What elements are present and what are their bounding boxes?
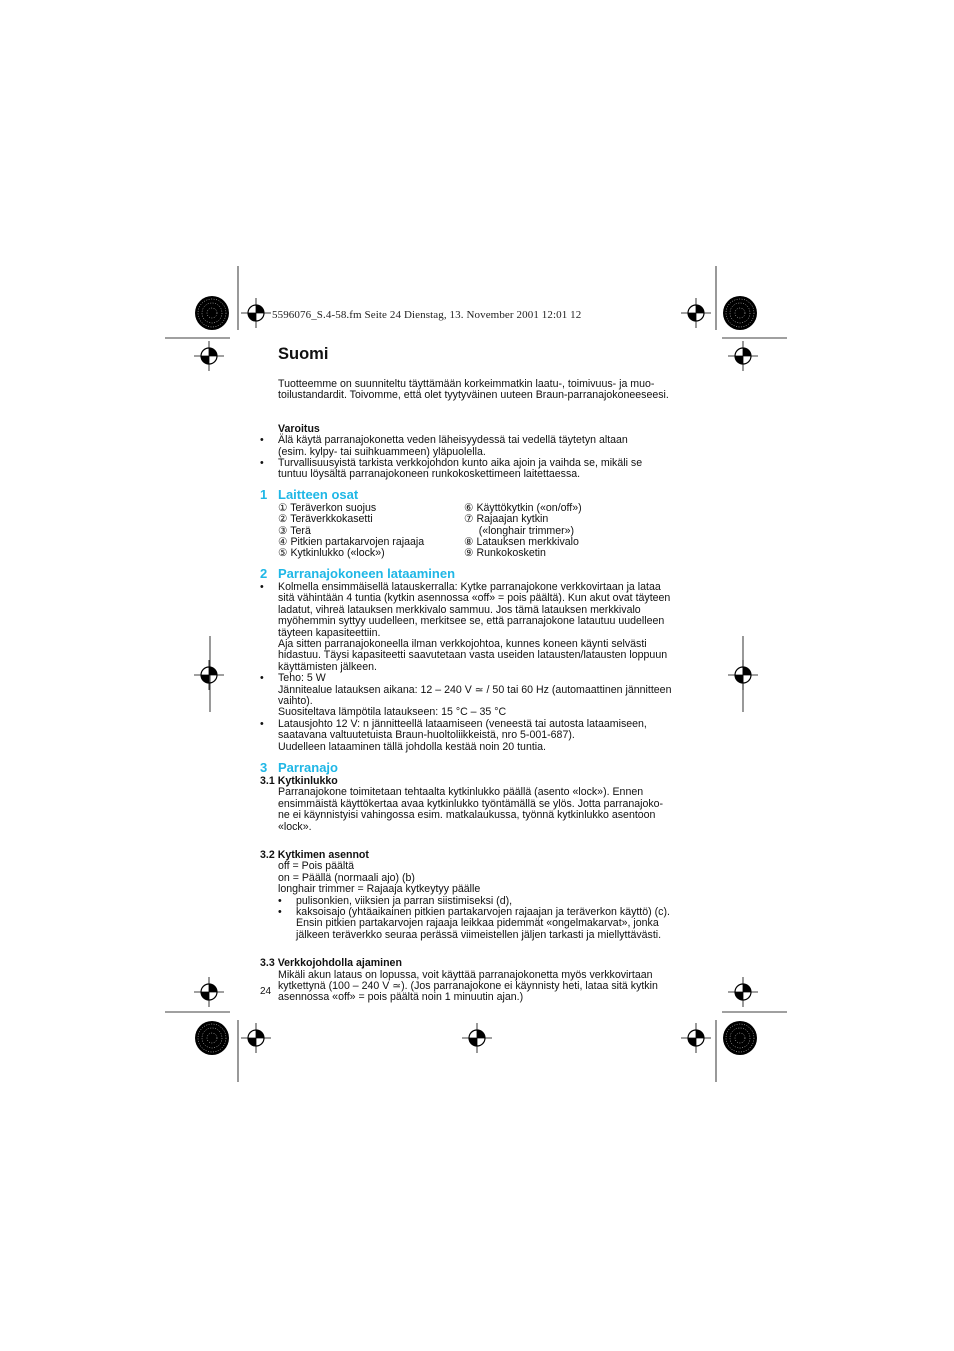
page-content bbox=[260, 344, 700, 1004]
charging-bullet: • Kolmella ensimmäisellä latauskerralla: Kytke parranajokone verkkovirtaan ja lataa sitä vähintään 4 tuntia (kytkin asennossa «off» = pois päältä). Kun akut ovat täyteen ladatut, vihreä latauksen merkkivalo sammuu. Jos tämä latauksen merkkivalo myöhemmin syttyy uudelleen, merkitsee se, että parranajokone latautuu uudelleen täyteen kapasiteettiin. Aja sitten parranajokoneella ilman verkkojohtoa, kunnes koneen käynti selvästi hidastuu. Täysi kapasiteetti saavutetaan vasta useiden latausten/latausten loppuun käyttämisten jälkeen. bbox=[260, 580, 671, 673]
subsection-text-3-2: off = Pois päältä on = Päällä (normaali ajo) (b) longhair trimmer = Rajaaja kytkeytyy päälle bbox=[278, 860, 481, 896]
warning-bullet: • Älä käytä parranajokonetta veden läheisyydessä tai vedellä täytetyn altaan (esim. kylpy- tai suihkuammeen) yläpuolella. bbox=[260, 434, 628, 458]
subsection-text-3-1: Parranajokone toimitetaan tehtaalta kytkinlukko päällä (asento «lock»). Ennen ensimmäistä käyttökertaa avaa kytkinlukko työntämällä se ylös. Jotta parranajoko- ne ei käynnistyisi vahingossa esim. matkalaukussa, työnnä kytkinlukko asentoon «lock». bbox=[278, 786, 664, 833]
charging-bullet: • Teho: 5 W Jännitealue latauksen aikana: 12 – 240 V ≃ / 50 tai 60 Hz (automaattinen jännitteen vaihto). Suositeltava lämpötila lataukseen: 15 °C – 35 °C bbox=[260, 672, 672, 719]
subsection-text-3-3: Mikäli akun lataus on lopussa, voit käyttää parranajokonetta myös verkkovirtaan kytkettynä (100 – 240 V ≃). (Jos parranajokone ei käynnisty heti, lataa sitä kytkin asennossa «off» = pois päältä noin 1 minuutin ajan.) bbox=[278, 968, 658, 1004]
section-heading-1: 1 Laitteen osat bbox=[260, 486, 359, 502]
switch-bullet: • kaksoisajo (yhtäaikainen pitkien partakarvojen rajaajan ja teräverkon käyttö) (c). Ensin pitkien partakarvojen rajaaja leikkaa pidemmät «ongelmakarvat», jonka jälkeen teräverkko seuraa perässä viimeistellen jäljen tarkasti ja miellyttävästi. bbox=[278, 906, 670, 941]
subsection-heading-3-1: 3.1 Kytkinlukko bbox=[260, 774, 338, 787]
file-slug: 5596076_S.4-58.fm Seite 24 Dienstag, 13. November 2001 12:01 12 bbox=[272, 309, 582, 321]
subsection-heading-3-3: 3.3 Verkkojohdolla ajaminen bbox=[260, 957, 402, 970]
charging-bullet: • Latausjohto 12 V: n jännitteellä lataamiseen (veneestä tai autosta lataamiseen, saatavana valtuutetuista Braun-huoltoliikkeistä, nro 5-001-687). Uudelleen lataaminen tällä johdolla kestää noin 20 tuntia. bbox=[260, 717, 647, 753]
page-number: 24 bbox=[260, 986, 272, 997]
parts-right-column: ⑥ Käyttökytkin («on/off») ⑦ Rajaajan kytkin («longhair trimmer») ⑧ Latauksen merkkivalo ⑨ Runkokosketin bbox=[464, 501, 582, 560]
parts-left-column: ① Teräverkon suojus ② Teräverkkokasetti ③ Terä ④ Pitkien partakarvojen rajaaja ⑤ Kytkinlukko («lock») bbox=[278, 501, 425, 560]
subsection-heading-3-2: 3.2 Kytkimen asennot bbox=[260, 849, 369, 861]
warning-bullet: • Turvallisuusyistä tarkista verkkojohdon kunto aika ajoin ja vaihda se, mikäli se tuntuu löysältä parranajokoneen runkokoskettimeen laitettaessa. bbox=[260, 457, 643, 481]
parts-list bbox=[278, 503, 700, 560]
page-title: Suomi bbox=[278, 345, 329, 363]
intro-paragraph: Tuotteemme on suunniteltu täyttämään korkeimmatkin laatu-, toimivuus- ja muo- toilustandardit. Toivomme, että olet tyytyväinen uuteen Braun-parranajokoneeseesi. bbox=[278, 378, 669, 402]
warning-heading: Varoitus bbox=[278, 422, 320, 435]
section-heading-2: 2 Parranajokoneen lataaminen bbox=[260, 565, 456, 581]
section-heading-3: 3 Parranajo bbox=[260, 759, 338, 775]
switch-bullet: • pulisonkien, viiksien ja parran siistimiseksi (d), bbox=[278, 894, 513, 907]
